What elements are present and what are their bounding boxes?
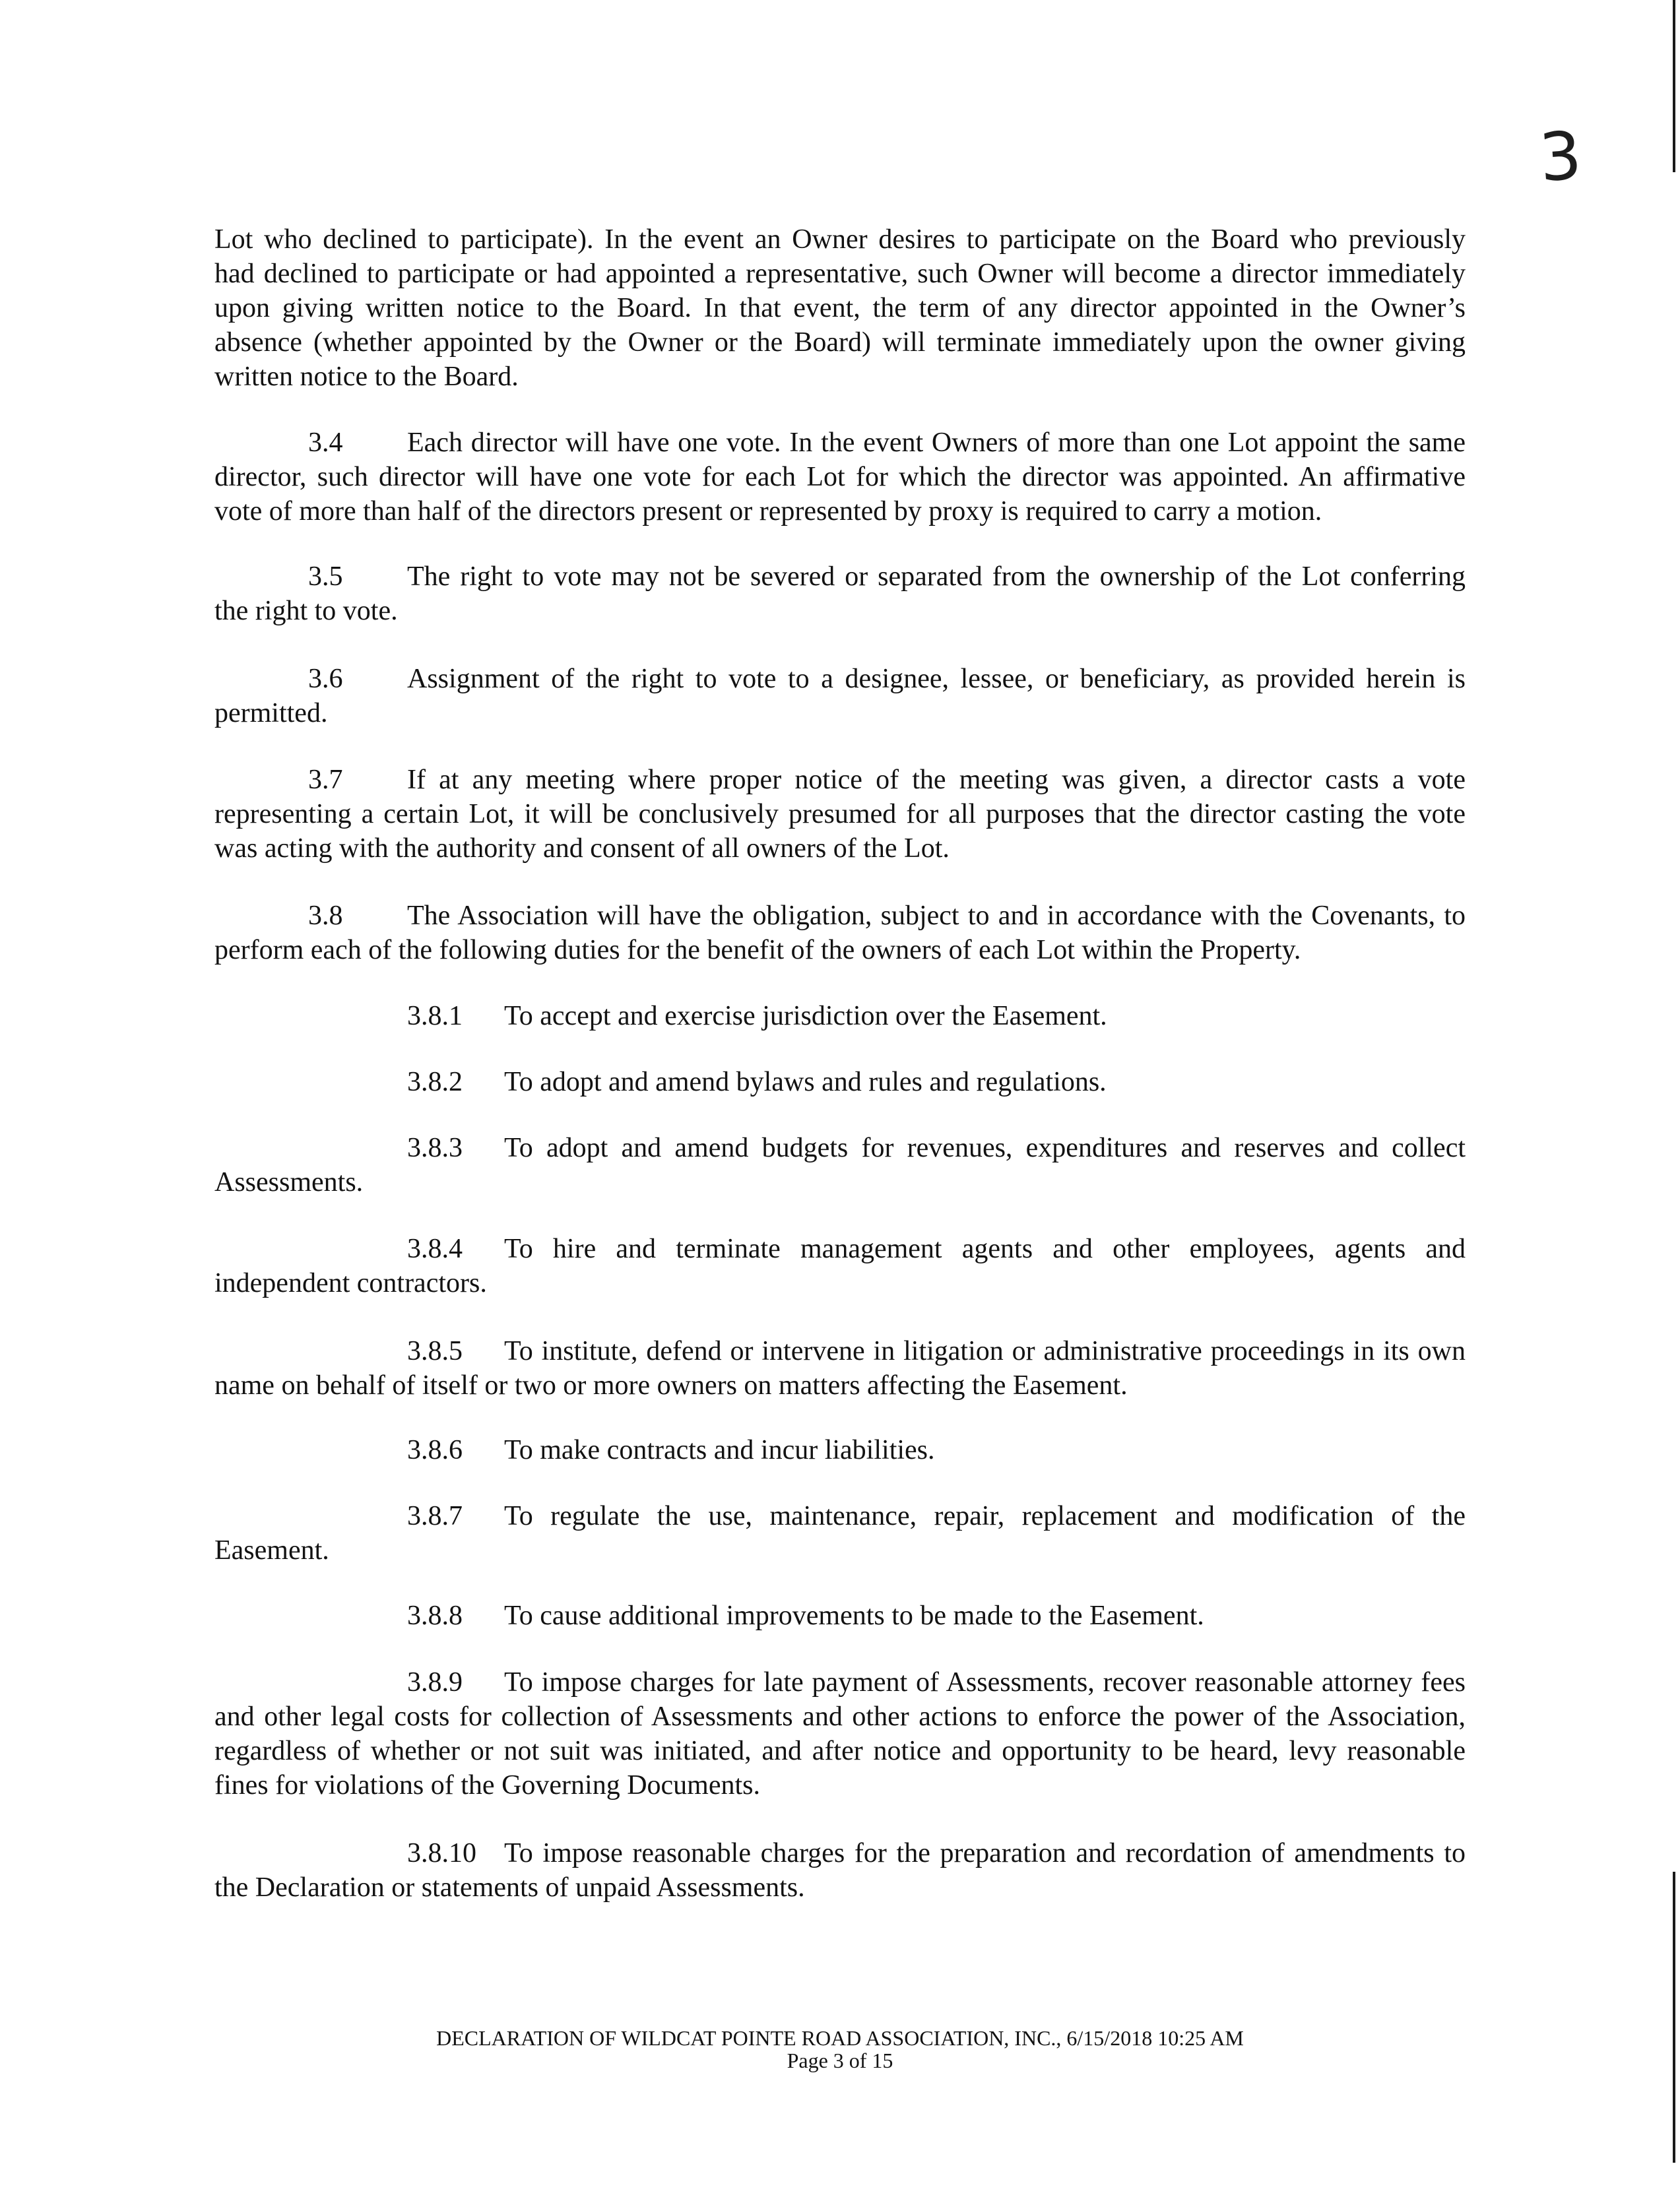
line-text: To regulate the use, maintenance, repair, replacement and modification of the [504,1501,1466,1531]
duty-3-8-4 [214,1232,1466,1300]
duty-3-8-7 [214,1499,1466,1568]
duty-number: 3.8.4 [407,1234,463,1264]
duty-number: 3.8.3 [407,1133,463,1163]
line-text: The right to vote may not be severed or separated from the ownership of the Lot conferring [407,561,1466,592]
paragraph-line: upon giving written notice to the Board. In that event, the term of any director appointed in the Owner’s [214,293,1466,323]
duty-3-8-9 [214,1665,1466,1802]
scan-edge-line-top [1673,0,1675,172]
line-text: To accept and exercise jurisdiction over the Easement. [504,1001,1107,1031]
paragraph-line: perform each of the following duties for the benefit of the owners of each Lot within the Property. [214,935,1301,965]
duty-number: 3.8.9 [407,1667,463,1698]
section-number: 3.7 [308,765,343,795]
section-number: 3.8 [308,901,343,931]
paragraph-line: representing a certain Lot, it will be conclusively presumed for all purposes that the director casting the vote [214,799,1466,829]
footer-page-number: Page 3 of 15 [787,2049,893,2072]
duty-number: 3.8.5 [407,1336,463,1366]
line-text: To institute, defend or intervene in litigation or administrative proceedings in its own [504,1336,1466,1366]
paragraph-first-line [214,1334,1466,1368]
paragraph-line: absence (whether appointed by the Owner or the Board) will terminate immediately upon the owner giving [214,327,1466,358]
paragraph-line: Easement. [214,1535,329,1566]
paragraph-line: had declined to participate or had appointed a representative, such Owner will become a director immediately [214,259,1466,289]
paragraph-first-line [214,763,1466,797]
paragraph-line: director, such director will have one vote for each Lot for which the director was appointed. An affirmative [214,462,1466,492]
paragraph-line: fines for violations of the Governing Documents. [214,1770,760,1801]
page-footer [0,2027,1680,2072]
paragraph-first-line [214,1433,1466,1467]
line-text: To adopt and amend budgets for revenues, expenditures and reserves and collect [504,1133,1466,1163]
section-3-4 [214,426,1466,528]
duty-number: 3.8.6 [407,1435,463,1465]
duty-3-8-1 [214,999,1466,1033]
duty-3-8-8 [214,1599,1466,1633]
duty-number: 3.8.10 [407,1838,476,1868]
line-text: To hire and terminate management agents and other employees, agents and [504,1234,1466,1264]
paragraph-first-line [214,559,1466,594]
paragraph-line: the Declaration or statements of unpaid Assessments. [214,1872,805,1903]
section-number: 3.5 [308,561,343,592]
line-text: Each director will have one vote. In the event Owners of more than one Lot appoint the same [407,428,1466,458]
duty-3-8-2 [214,1065,1466,1099]
duty-number: 3.8.1 [407,1001,463,1031]
line-text: To impose reasonable charges for the preparation and recordation of amendments to [504,1838,1466,1868]
paragraph-first-line [214,1131,1466,1165]
paragraph-first-line [214,1599,1466,1633]
paragraph-first-line [214,1665,1466,1700]
paragraph-first-line [214,662,1466,696]
paragraph-line: was acting with the authority and consent of all owners of the Lot. [214,833,950,864]
paragraph-first-line [214,1499,1466,1533]
paragraph-line: the right to vote. [214,596,398,626]
paragraph-line: Lot who declined to participate). In the event an Owner desires to participate on the Board who previously [214,224,1466,255]
duty-3-8-3 [214,1131,1466,1199]
paragraph-first-line [214,999,1466,1033]
line-text: To cause additional improvements to be made to the Easement. [504,1601,1204,1631]
section-3-6 [214,662,1466,730]
duty-number: 3.8.7 [407,1501,463,1531]
paragraph-first-line [214,1065,1466,1099]
paragraph-line: regardless of whether or not suit was initiated, and after notice and opportunity to be heard, levy reasonable [214,1736,1466,1766]
paragraph-continuation [214,222,1466,394]
paragraph-first-line [214,899,1466,933]
duty-3-8-10 [214,1836,1466,1905]
footer-declaration: DECLARATION OF WILDCAT POINTE ROAD ASSOCIATION, INC., 6/15/2018 10:25 AM [436,2026,1244,2050]
duty-number: 3.8.8 [407,1601,463,1631]
section-number: 3.4 [308,428,343,458]
line-text: Assignment of the right to vote to a designee, lessee, or beneficiary, as provided herein is [407,664,1466,694]
paragraph-first-line [214,1232,1466,1266]
line-text: If at any meeting where proper notice of the meeting was given, a director casts a vote [407,765,1466,795]
paragraph-first-line [214,1836,1466,1870]
line-text: To make contracts and incur liabilities. [504,1435,935,1465]
line-text: The Association will have the obligation, subject to and in accordance with the Covenants, to [407,901,1466,931]
duty-3-8-6 [214,1433,1466,1467]
paragraph-line: Assessments. [214,1167,364,1197]
line-text: To impose charges for late payment of Assessments, recover reasonable attorney fees [504,1667,1466,1698]
duty-number: 3.8.2 [407,1067,463,1097]
line-text: To adopt and amend bylaws and rules and regulations. [504,1067,1107,1097]
paragraph-line: and other legal costs for collection of Assessments and other actions to enforce the power of the Association, [214,1702,1466,1732]
paragraph-line: vote of more than half of the directors present or represented by proxy is required to carry a motion. [214,496,1322,526]
handwritten-page-number: 3 [1536,116,1584,197]
section-number: 3.6 [308,664,343,694]
paragraph-line: independent contractors. [214,1268,487,1298]
section-3-8 [214,899,1466,967]
duty-3-8-5 [214,1334,1466,1403]
paragraph-line: written notice to the Board. [214,362,519,392]
section-3-7 [214,763,1466,866]
paragraph-line: name on behalf of itself or two or more owners on matters affecting the Easement. [214,1370,1128,1401]
paragraph-line: permitted. [214,698,328,728]
section-3-5 [214,559,1466,628]
paragraph-first-line [214,426,1466,460]
scan-edge-line-bottom [1673,1872,1675,2163]
